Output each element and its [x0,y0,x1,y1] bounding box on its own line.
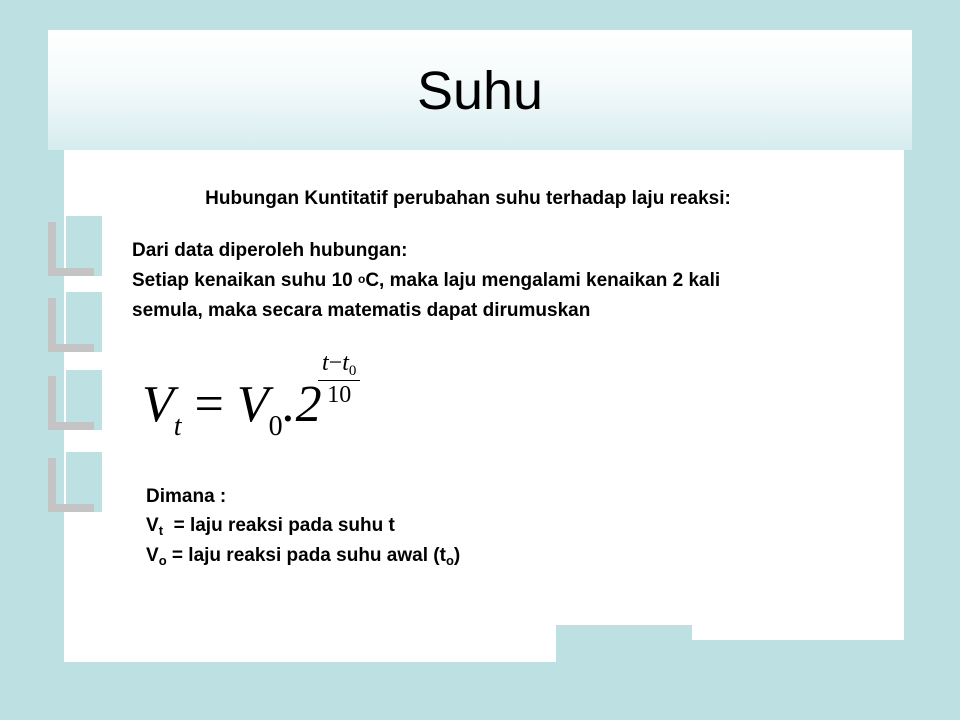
decorative-bracket-3 [48,370,102,430]
formula-rhs-subscript: 0 [268,411,283,442]
formula-base: .2 [282,376,322,433]
definition-vo-text: = laju reaksi pada suhu awal (t [166,545,446,566]
exponent-t0-subscript: 0 [348,363,357,379]
definitions-heading: Dimana : [146,486,227,507]
body-line-3: semula, maka secara matematis dapat dirumuskan [132,300,591,321]
formula-main [142,375,322,443]
formula-rhs-symbol: V [236,376,269,433]
definition-vt-symbol: V [146,515,159,536]
definition-vt-subscript: t [158,523,164,538]
rate-temperature-formula [142,345,402,445]
slide-subtitle: Hubungan Kuntitatif perubahan suhu terhadap laju reaksi: [205,188,731,209]
exponent-t0: t [342,350,349,376]
exponent-t: t [322,350,329,376]
body-line-2 [132,266,852,296]
body-paragraph [132,236,852,326]
content-panel-extension-left [64,620,556,662]
definition-vo-symbol: V [146,545,159,566]
definition-vo [146,541,746,571]
formula-exponent [318,349,360,409]
formula-equals: = [181,376,237,433]
definition-vt-text: = laju reaksi pada suhu t [163,515,395,536]
body-line-2-pre: Setiap kenaikan suhu 10 [132,270,358,291]
exponent-denominator: 10 [327,382,352,408]
slide-title: Suhu [416,61,544,121]
definitions-list [146,482,746,571]
definition-vo-close: ) [453,545,461,566]
definition-to-subscript: o [445,553,454,568]
formula-lhs-symbol: V [142,376,174,433]
definition-vo-subscript: o [158,553,167,568]
content-panel-extension-right [692,620,904,640]
definition-vt [146,511,746,541]
exponent-minus: − [328,350,343,376]
decorative-bracket-2 [48,292,102,352]
decorative-bracket-4 [48,452,102,512]
decorative-bracket-1 [48,216,102,276]
formula-lhs-subscript: t [173,411,182,442]
body-line-2-post: C, maka laju mengalami kenaikan 2 kali [365,270,721,291]
exponent-numerator [318,349,360,381]
degree-superscript: o [357,272,366,286]
body-line-1: Dari data diperoleh hubungan: [132,240,408,261]
